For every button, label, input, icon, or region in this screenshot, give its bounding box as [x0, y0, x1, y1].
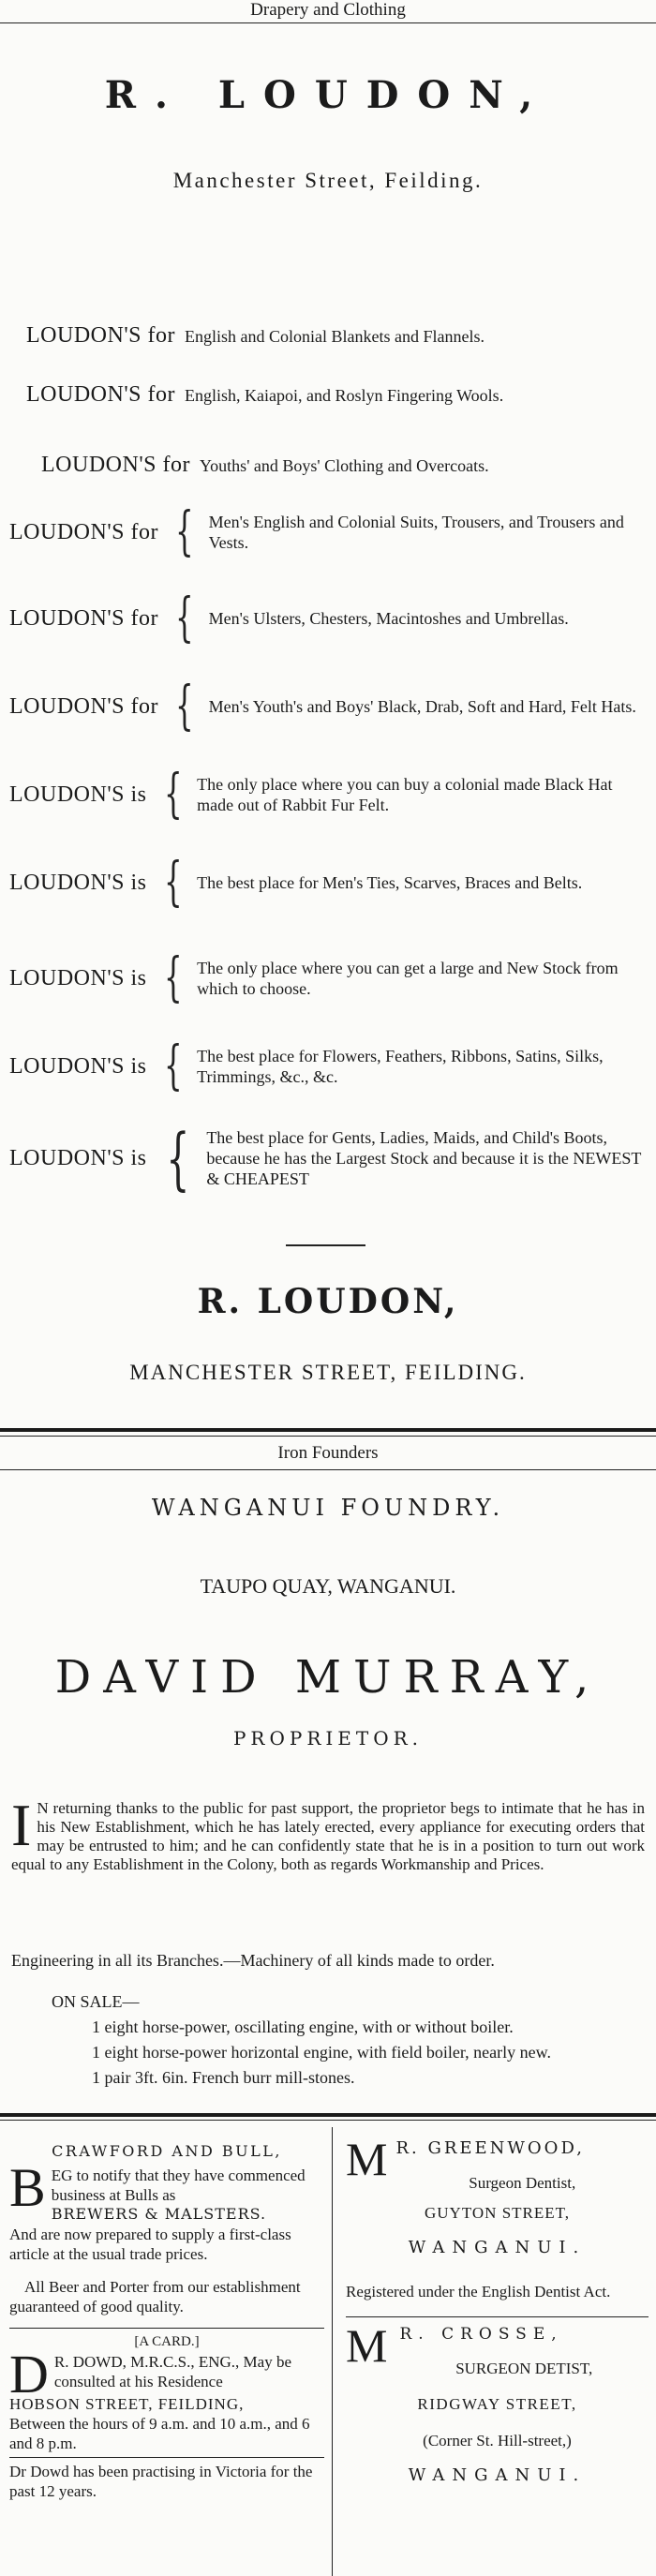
- dowd-address: HOBSON STREET, FEILDING,: [9, 2395, 245, 2413]
- loudon-line-name: LOUDON'S for: [9, 519, 158, 544]
- brace-glyph: {: [163, 947, 183, 1008]
- loudon-line-desc: The best place for Men's Ties, Scarves, Braces and Belts.: [197, 873, 583, 892]
- dowd-hours: Between the hours of 9 a.m. and 10 a.m., and 6 and 8 p.m.: [9, 2415, 310, 2452]
- brace-glyph: {: [163, 852, 183, 913]
- loudon-line-desc: The only place where you can get a large and New Stock from which to choose.: [197, 959, 619, 998]
- greenwood-registration: Registered under the English Dentist Act.: [346, 2283, 611, 2301]
- foundry-title: WANGANUI FOUNDRY.: [151, 1495, 505, 1521]
- brace-glyph: {: [175, 676, 194, 737]
- crawford-ad: [9, 2142, 324, 2316]
- short-divider: [286, 1244, 365, 1246]
- greenwood-town: WANGANUI.: [408, 2238, 587, 2257]
- loudon-line-desc: Men's Youth's and Boys' Black, Drab, Soft and Hard, Felt Hats.: [208, 697, 636, 716]
- loudon-line: [9, 676, 647, 737]
- loudon-line-desc: English, Kaiapoi, and Roslyn Fingering Wools.: [184, 385, 504, 405]
- crosse-town: WANGANUI.: [408, 2465, 587, 2485]
- sale-item: 1 eight horse-power horizontal engine, with field boiler, nearly new.: [92, 2043, 551, 2062]
- foundry-engineering: Engineering in all its Branches.—Machinery of all kinds made to order.: [11, 1951, 495, 1970]
- loudon-line-name: LOUDON'S for: [41, 453, 190, 477]
- foundry-section-title: Iron Founders: [277, 1443, 379, 1463]
- crawford-intro: EG to notify that they have commenced business at Bulls as: [51, 2167, 306, 2204]
- brace-glyph: {: [175, 588, 194, 648]
- section-divider-thin: [0, 2120, 656, 2121]
- crawford-trade: BREWERS & MALSTERS.: [51, 2205, 267, 2223]
- dowd-intro: R. DOWD, M.R.C.S., ENG., May be consulted at his Residence: [53, 2353, 291, 2390]
- loudon-line-name: LOUDON'S for: [9, 605, 158, 631]
- loudon-line-name: LOUDON'S is: [9, 1053, 147, 1079]
- crosse-ad: [346, 2319, 649, 2485]
- loudon-line: [9, 947, 647, 1008]
- loudon-line-name: LOUDON'S is: [9, 782, 147, 807]
- small-ads: [0, 2127, 656, 2576]
- crosse-title: R. CROSSE,: [399, 2325, 563, 2344]
- drop-cap: I: [11, 1792, 32, 1858]
- crosse-corner: (Corner St. Hill-street,): [423, 2432, 572, 2449]
- crosse-street: RIDGWAY STREET,: [417, 2395, 577, 2413]
- section-divider-thin: [0, 1436, 656, 1437]
- greenwood-profession: Surgeon Dentist,: [469, 2174, 576, 2192]
- loudon-line-desc: Men's English and Colonial Suits, Trousers, and Trousers and Vests.: [208, 513, 624, 552]
- divider: [9, 2457, 324, 2458]
- loudon-line: [9, 852, 647, 913]
- dowd-card-label: [A CARD.]: [134, 2334, 200, 2349]
- divider: [9, 2328, 324, 2329]
- loudon-line-desc: Men's Ulsters, Chesters, Macintoshes and Umbrellas.: [208, 609, 569, 628]
- sale-heading: ON SALE—: [52, 1992, 140, 2011]
- left-column: [0, 2127, 333, 2576]
- brace-glyph: {: [163, 1035, 183, 1096]
- drapery-header: [0, 0, 656, 23]
- loudon-line: [9, 588, 647, 648]
- loudon-line: [9, 764, 647, 825]
- crawford-body: And are now prepared to supply a first-class article at the usual trade prices.: [9, 2226, 291, 2263]
- right-column: [333, 2127, 656, 2576]
- dowd-ad: [9, 2332, 324, 2501]
- loudon-line: [41, 453, 489, 478]
- dowd-note: Dr Dowd has been practising in Victoria for the past 12 years.: [9, 2463, 313, 2500]
- loudon-address: Manchester Street, Feilding.: [172, 169, 484, 192]
- loudon-line-desc: The best place for Flowers, Feathers, Ribbons, Satins, Silks, Trimmings, &c., &c.: [197, 1047, 604, 1086]
- loudon-line: [26, 323, 485, 349]
- loudon-line-desc: The best place for Gents, Ladies, Maids, and Child's Boots, because he has the Largest Stock and because it is the NEWEST & CHEAPEST: [206, 1128, 642, 1188]
- loudon-footer-address: MANCHESTER STREET, FEILDING.: [129, 1361, 527, 1384]
- greenwood-title: R. GREENWOOD,: [395, 2138, 585, 2158]
- loudon-footer-title: R. LOUDON,: [197, 1282, 459, 1321]
- section-divider: [0, 2113, 656, 2117]
- section-divider: [0, 1428, 656, 1432]
- brace-glyph: {: [163, 764, 183, 825]
- drop-cap: D: [9, 2344, 49, 2405]
- loudon-line: [9, 1119, 647, 1198]
- proprietor-label: PROPRIETOR.: [232, 1727, 424, 1750]
- sale-list: [92, 2015, 649, 2091]
- loudon-line-desc: The only place where you can buy a colonial made Black Hat made out of Rabbit Fur Felt.: [197, 775, 613, 814]
- loudon-line-desc: Youths' and Boys' Clothing and Overcoats.: [199, 455, 489, 475]
- loudon-title: R. LOUDON,: [104, 73, 552, 117]
- foundry-body: [11, 1792, 645, 1874]
- drop-cap: M: [346, 2133, 391, 2185]
- divider: [346, 2316, 649, 2317]
- greenwood-ad: [346, 2133, 649, 2301]
- loudon-line-name: LOUDON'S for: [9, 693, 158, 719]
- loudon-line-name: LOUDON'S is: [9, 965, 147, 990]
- loudon-line: [26, 382, 503, 408]
- section-title: Drapery and Clothing: [250, 0, 406, 20]
- foundry-address: TAUPO QUAY, WANGANUI.: [200, 1574, 456, 1598]
- divider: [0, 22, 656, 23]
- proprietor-name: DAVID MURRAY,: [54, 1651, 602, 1704]
- loudon-line-name: LOUDON'S for: [26, 382, 175, 407]
- crawford-title: CRAWFORD AND BULL,: [52, 2142, 282, 2160]
- drop-cap: M: [346, 2319, 395, 2372]
- divider: [0, 1469, 656, 1470]
- loudon-line-name: LOUDON'S is: [9, 870, 147, 895]
- crawford-guarantee: All Beer and Porter from our establishment guaranteed of good quality.: [9, 2278, 301, 2315]
- drop-cap: B: [9, 2157, 46, 2218]
- loudon-line-name: LOUDON'S is: [9, 1145, 147, 1170]
- brace-glyph: {: [165, 1119, 190, 1198]
- sale-item: 1 pair 3ft. 6in. French burr mill-stones.: [92, 2068, 355, 2087]
- loudon-line-name: LOUDON'S for: [26, 323, 175, 348]
- loudon-line: [9, 501, 647, 562]
- crosse-profession: SURGEON DETIST,: [455, 2360, 593, 2377]
- sale-item: 1 eight horse-power, oscillating engine, with or without boiler.: [92, 2018, 514, 2036]
- greenwood-street: GUYTON STREET,: [424, 2204, 571, 2222]
- foundry-body-text: N returning thanks to the public for past support, the proprietor begs to intimate that he has in his New Establishment, which he has lately erected, every appliance for executing orders that may be entrusted to him; and he can confidently state that he is in a position to turn out work equal to any Establishment in the Colony, both as regards Workmanship and Prices.: [11, 1799, 645, 1873]
- loudon-line-desc: English and Colonial Blankets and Flannels.: [184, 326, 485, 346]
- brace-glyph: {: [175, 501, 194, 562]
- loudon-line: [9, 1035, 647, 1096]
